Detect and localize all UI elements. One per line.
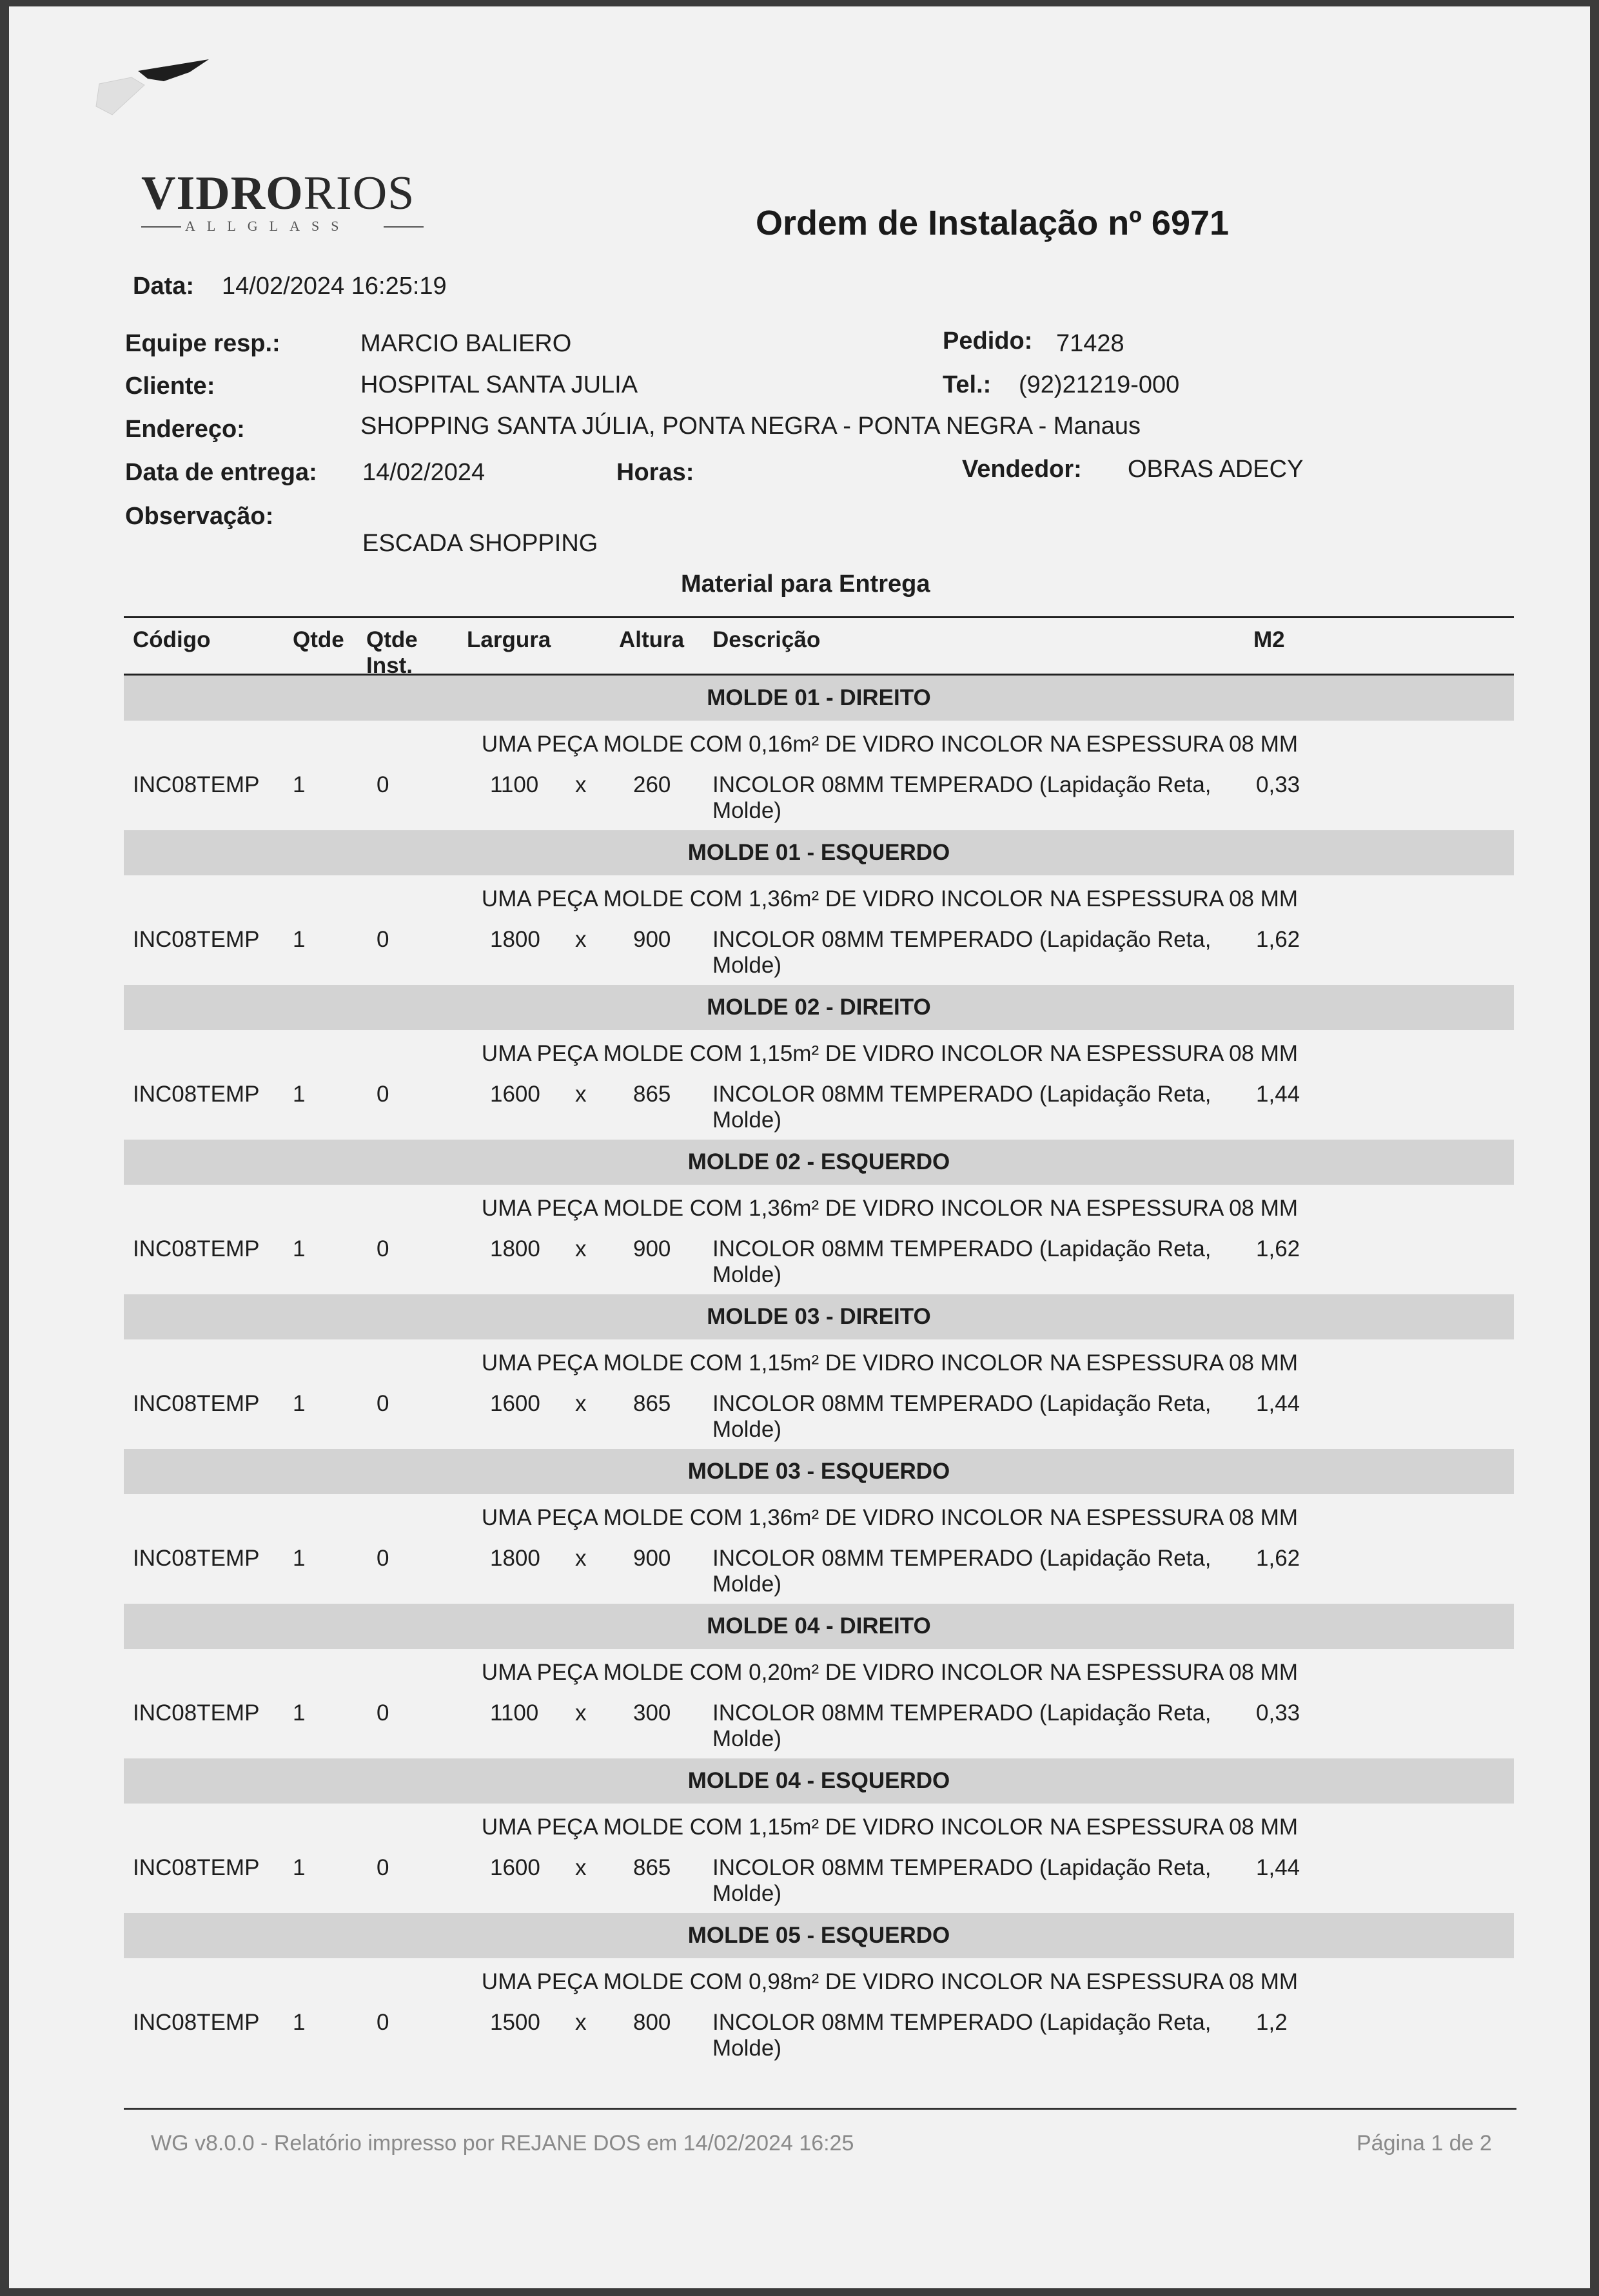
cell-descricao: INCOLOR 08MM TEMPERADO (Lapidação Reta, Molde) — [712, 927, 1212, 978]
cell-qtde: 1 — [293, 2010, 306, 2035]
group-title: MOLDE 04 - ESQUERDO — [124, 1758, 1514, 1804]
col-codigo: Código — [133, 627, 211, 652]
cell-descricao: INCOLOR 08MM TEMPERADO (Lapidação Reta, Molde) — [712, 1236, 1212, 1287]
cell-descricao: INCOLOR 08MM TEMPERADO (Lapidação Reta, Molde) — [712, 1391, 1212, 1442]
cell-x: x — [575, 1236, 587, 1261]
cell-altura: 300 — [633, 1700, 671, 1726]
torn-corner-mark — [86, 45, 228, 122]
cell-altura: 900 — [633, 927, 671, 952]
cell-largura: 1600 — [490, 1391, 540, 1416]
table-body — [124, 676, 1514, 2068]
section-title: Material para Entrega — [681, 570, 930, 598]
cell-m2: 1,62 — [1256, 927, 1300, 952]
cell-qtde: 1 — [293, 1391, 306, 1416]
cell-codigo: INC08TEMP — [133, 1546, 260, 1571]
cell-x: x — [575, 1391, 587, 1416]
pedido-label: Pedido: — [943, 327, 1033, 355]
col-qtde-inst-line2: Inst. — [366, 653, 413, 678]
cell-inst: 0 — [377, 1236, 389, 1261]
cell-largura: 1100 — [490, 1700, 539, 1726]
group-title: MOLDE 05 - ESQUERDO — [124, 1913, 1514, 1958]
cell-largura: 1600 — [490, 1855, 540, 1880]
table-row — [124, 1387, 1514, 1449]
cell-qtde: 1 — [293, 1700, 306, 1726]
endereco-label: Endereço: — [125, 416, 245, 443]
col-largura: Largura — [467, 627, 551, 652]
group-description: UMA PEÇA MOLDE COM 1,36m² DE VIDRO INCOLOR NA ESPESSURA 08 MM — [481, 1505, 1299, 1530]
table-row — [124, 1851, 1514, 1913]
vendedor-label: Vendedor: — [962, 456, 1082, 483]
cell-altura: 260 — [633, 772, 671, 797]
cell-qtde: 1 — [293, 772, 306, 797]
cell-altura: 865 — [633, 1391, 671, 1416]
cell-largura: 1800 — [490, 1236, 540, 1261]
group-description: UMA PEÇA MOLDE COM 1,15m² DE VIDRO INCOLOR NA ESPESSURA 08 MM — [481, 1041, 1299, 1066]
cell-m2: 0,33 — [1256, 772, 1300, 797]
cell-qtde: 1 — [293, 1082, 306, 1107]
cell-m2: 1,44 — [1256, 1082, 1300, 1107]
group-title: MOLDE 03 - ESQUERDO — [124, 1449, 1514, 1494]
cell-largura: 1800 — [490, 927, 540, 952]
group-description: UMA PEÇA MOLDE COM 0,16m² DE VIDRO INCOLOR NA ESPESSURA 08 MM — [481, 732, 1299, 757]
col-m2: M2 — [1253, 627, 1285, 652]
cell-descricao: INCOLOR 08MM TEMPERADO (Lapidação Reta, Molde) — [712, 1546, 1212, 1597]
col-qtde-inst — [366, 627, 418, 679]
table-row — [124, 2006, 1514, 2068]
group-title: MOLDE 03 - DIREITO — [124, 1294, 1514, 1339]
equipe-value: MARCIO BALIERO — [360, 330, 572, 357]
cell-largura: 1500 — [490, 2010, 540, 2035]
cell-codigo: INC08TEMP — [133, 1082, 260, 1107]
col-altura: Altura — [619, 627, 685, 652]
cell-codigo: INC08TEMP — [133, 1391, 260, 1416]
cell-x: x — [575, 1700, 587, 1726]
table-row — [124, 1697, 1514, 1758]
cell-codigo: INC08TEMP — [133, 772, 260, 797]
cell-m2: 1,44 — [1256, 1855, 1300, 1880]
col-qtde: Qtde — [293, 627, 344, 652]
cell-codigo: INC08TEMP — [133, 1855, 260, 1880]
cell-m2: 1,2 — [1256, 2010, 1288, 2035]
logo-name-bold: VIDRO — [141, 167, 304, 220]
date-value: 14/02/2024 16:25:19 — [222, 273, 447, 300]
cell-descricao: INCOLOR 08MM TEMPERADO (Lapidação Reta, Molde) — [712, 2010, 1212, 2061]
cell-codigo: INC08TEMP — [133, 2010, 260, 2035]
observacao-label: Observação: — [125, 503, 274, 530]
logo-name-light: RIOS — [303, 167, 415, 220]
company-logo — [141, 168, 438, 235]
cell-m2: 1,44 — [1256, 1391, 1300, 1416]
footer-page-number: Página 1 de 2 — [1357, 2131, 1492, 2155]
cell-x: x — [575, 2010, 587, 2035]
col-descricao: Descrição — [712, 627, 821, 652]
table-row — [124, 1078, 1514, 1140]
cell-codigo: INC08TEMP — [133, 1236, 260, 1261]
cell-inst: 0 — [377, 1855, 389, 1880]
cell-descricao: INCOLOR 08MM TEMPERADO (Lapidação Reta, Molde) — [712, 1855, 1212, 1906]
cell-m2: 1,62 — [1256, 1546, 1300, 1571]
group-title: MOLDE 01 - ESQUERDO — [124, 830, 1514, 875]
group-title: MOLDE 01 - DIREITO — [124, 676, 1514, 721]
cell-altura: 865 — [633, 1082, 671, 1107]
cell-largura: 1800 — [490, 1546, 540, 1571]
footer-print-info: WG v8.0.0 - Relatório impresso por REJANE DOS em 14/02/2024 16:25 — [151, 2131, 854, 2155]
logo-tagline: ALLGLASS — [141, 218, 438, 235]
cell-altura: 900 — [633, 1236, 671, 1261]
cell-inst: 0 — [377, 2010, 389, 2035]
table-header — [124, 618, 1514, 678]
group-description: UMA PEÇA MOLDE COM 1,15m² DE VIDRO INCOLOR NA ESPESSURA 08 MM — [481, 1350, 1299, 1376]
observacao-value: ESCADA SHOPPING — [362, 530, 598, 557]
cell-m2: 1,62 — [1256, 1236, 1300, 1261]
group-title: MOLDE 02 - ESQUERDO — [124, 1140, 1514, 1185]
cell-altura: 800 — [633, 2010, 671, 2035]
pedido-value: 71428 — [1056, 330, 1124, 357]
cell-descricao: INCOLOR 08MM TEMPERADO (Lapidação Reta, Molde) — [712, 1700, 1212, 1751]
cell-altura: 900 — [633, 1546, 671, 1571]
group-description: UMA PEÇA MOLDE COM 0,98m² DE VIDRO INCOLOR NA ESPESSURA 08 MM — [481, 1969, 1299, 1994]
cell-qtde: 1 — [293, 927, 306, 952]
vendedor-value: OBRAS ADECY — [1128, 456, 1304, 483]
endereco-value: SHOPPING SANTA JÚLIA, PONTA NEGRA - PONTA NEGRA - Manaus — [360, 413, 1141, 440]
cell-altura: 865 — [633, 1855, 671, 1880]
cell-inst: 0 — [377, 772, 389, 797]
cell-descricao: INCOLOR 08MM TEMPERADO (Lapidação Reta, Molde) — [712, 1082, 1212, 1133]
cell-qtde: 1 — [293, 1236, 306, 1261]
cell-x: x — [575, 772, 587, 797]
entrega-value: 14/02/2024 — [362, 459, 486, 486]
table-row — [124, 923, 1514, 985]
table-row — [124, 1232, 1514, 1294]
date-label: Data: — [133, 273, 195, 300]
document-title: Ordem de Instalação nº 6971 — [756, 204, 1230, 242]
group-description: UMA PEÇA MOLDE COM 1,15m² DE VIDRO INCOLOR NA ESPESSURA 08 MM — [481, 1814, 1299, 1840]
cell-m2: 0,33 — [1256, 1700, 1300, 1726]
cell-x: x — [575, 1082, 587, 1107]
cell-x: x — [575, 1546, 587, 1571]
cell-x: x — [575, 1855, 587, 1880]
table-row — [124, 768, 1514, 830]
tel-value: (92)21219-000 — [1019, 371, 1180, 398]
cell-codigo: INC08TEMP — [133, 1700, 260, 1726]
cliente-label: Cliente: — [125, 373, 215, 400]
group-description: UMA PEÇA MOLDE COM 0,20m² DE VIDRO INCOLOR NA ESPESSURA 08 MM — [481, 1660, 1299, 1685]
document-sheet — [9, 6, 1590, 2288]
cell-inst: 0 — [377, 1391, 389, 1416]
cell-inst: 0 — [377, 1082, 389, 1107]
cell-largura: 1600 — [490, 1082, 540, 1107]
cell-qtde: 1 — [293, 1855, 306, 1880]
table-row — [124, 1542, 1514, 1604]
material-table — [124, 616, 1514, 2068]
group-title: MOLDE 04 - DIREITO — [124, 1604, 1514, 1649]
group-title: MOLDE 02 - DIREITO — [124, 985, 1514, 1030]
cell-inst: 0 — [377, 927, 389, 952]
cliente-value: HOSPITAL SANTA JULIA — [360, 371, 638, 398]
tel-label: Tel.: — [943, 371, 992, 398]
group-description: UMA PEÇA MOLDE COM 1,36m² DE VIDRO INCOLOR NA ESPESSURA 08 MM — [481, 1196, 1299, 1221]
cell-qtde: 1 — [293, 1546, 306, 1571]
cell-x: x — [575, 927, 587, 952]
cell-largura: 1100 — [490, 772, 539, 797]
entrega-label: Data de entrega: — [125, 459, 317, 486]
equipe-label: Equipe resp.: — [125, 330, 280, 357]
group-description: UMA PEÇA MOLDE COM 1,36m² DE VIDRO INCOLOR NA ESPESSURA 08 MM — [481, 886, 1299, 911]
cell-codigo: INC08TEMP — [133, 927, 260, 952]
cell-descricao: INCOLOR 08MM TEMPERADO (Lapidação Reta, Molde) — [712, 772, 1212, 823]
cell-inst: 0 — [377, 1546, 389, 1571]
col-qtde-inst-line1: Qtde — [366, 627, 418, 652]
horas-label: Horas: — [616, 459, 694, 486]
cell-inst: 0 — [377, 1700, 389, 1726]
footer-rule — [124, 2108, 1516, 2110]
